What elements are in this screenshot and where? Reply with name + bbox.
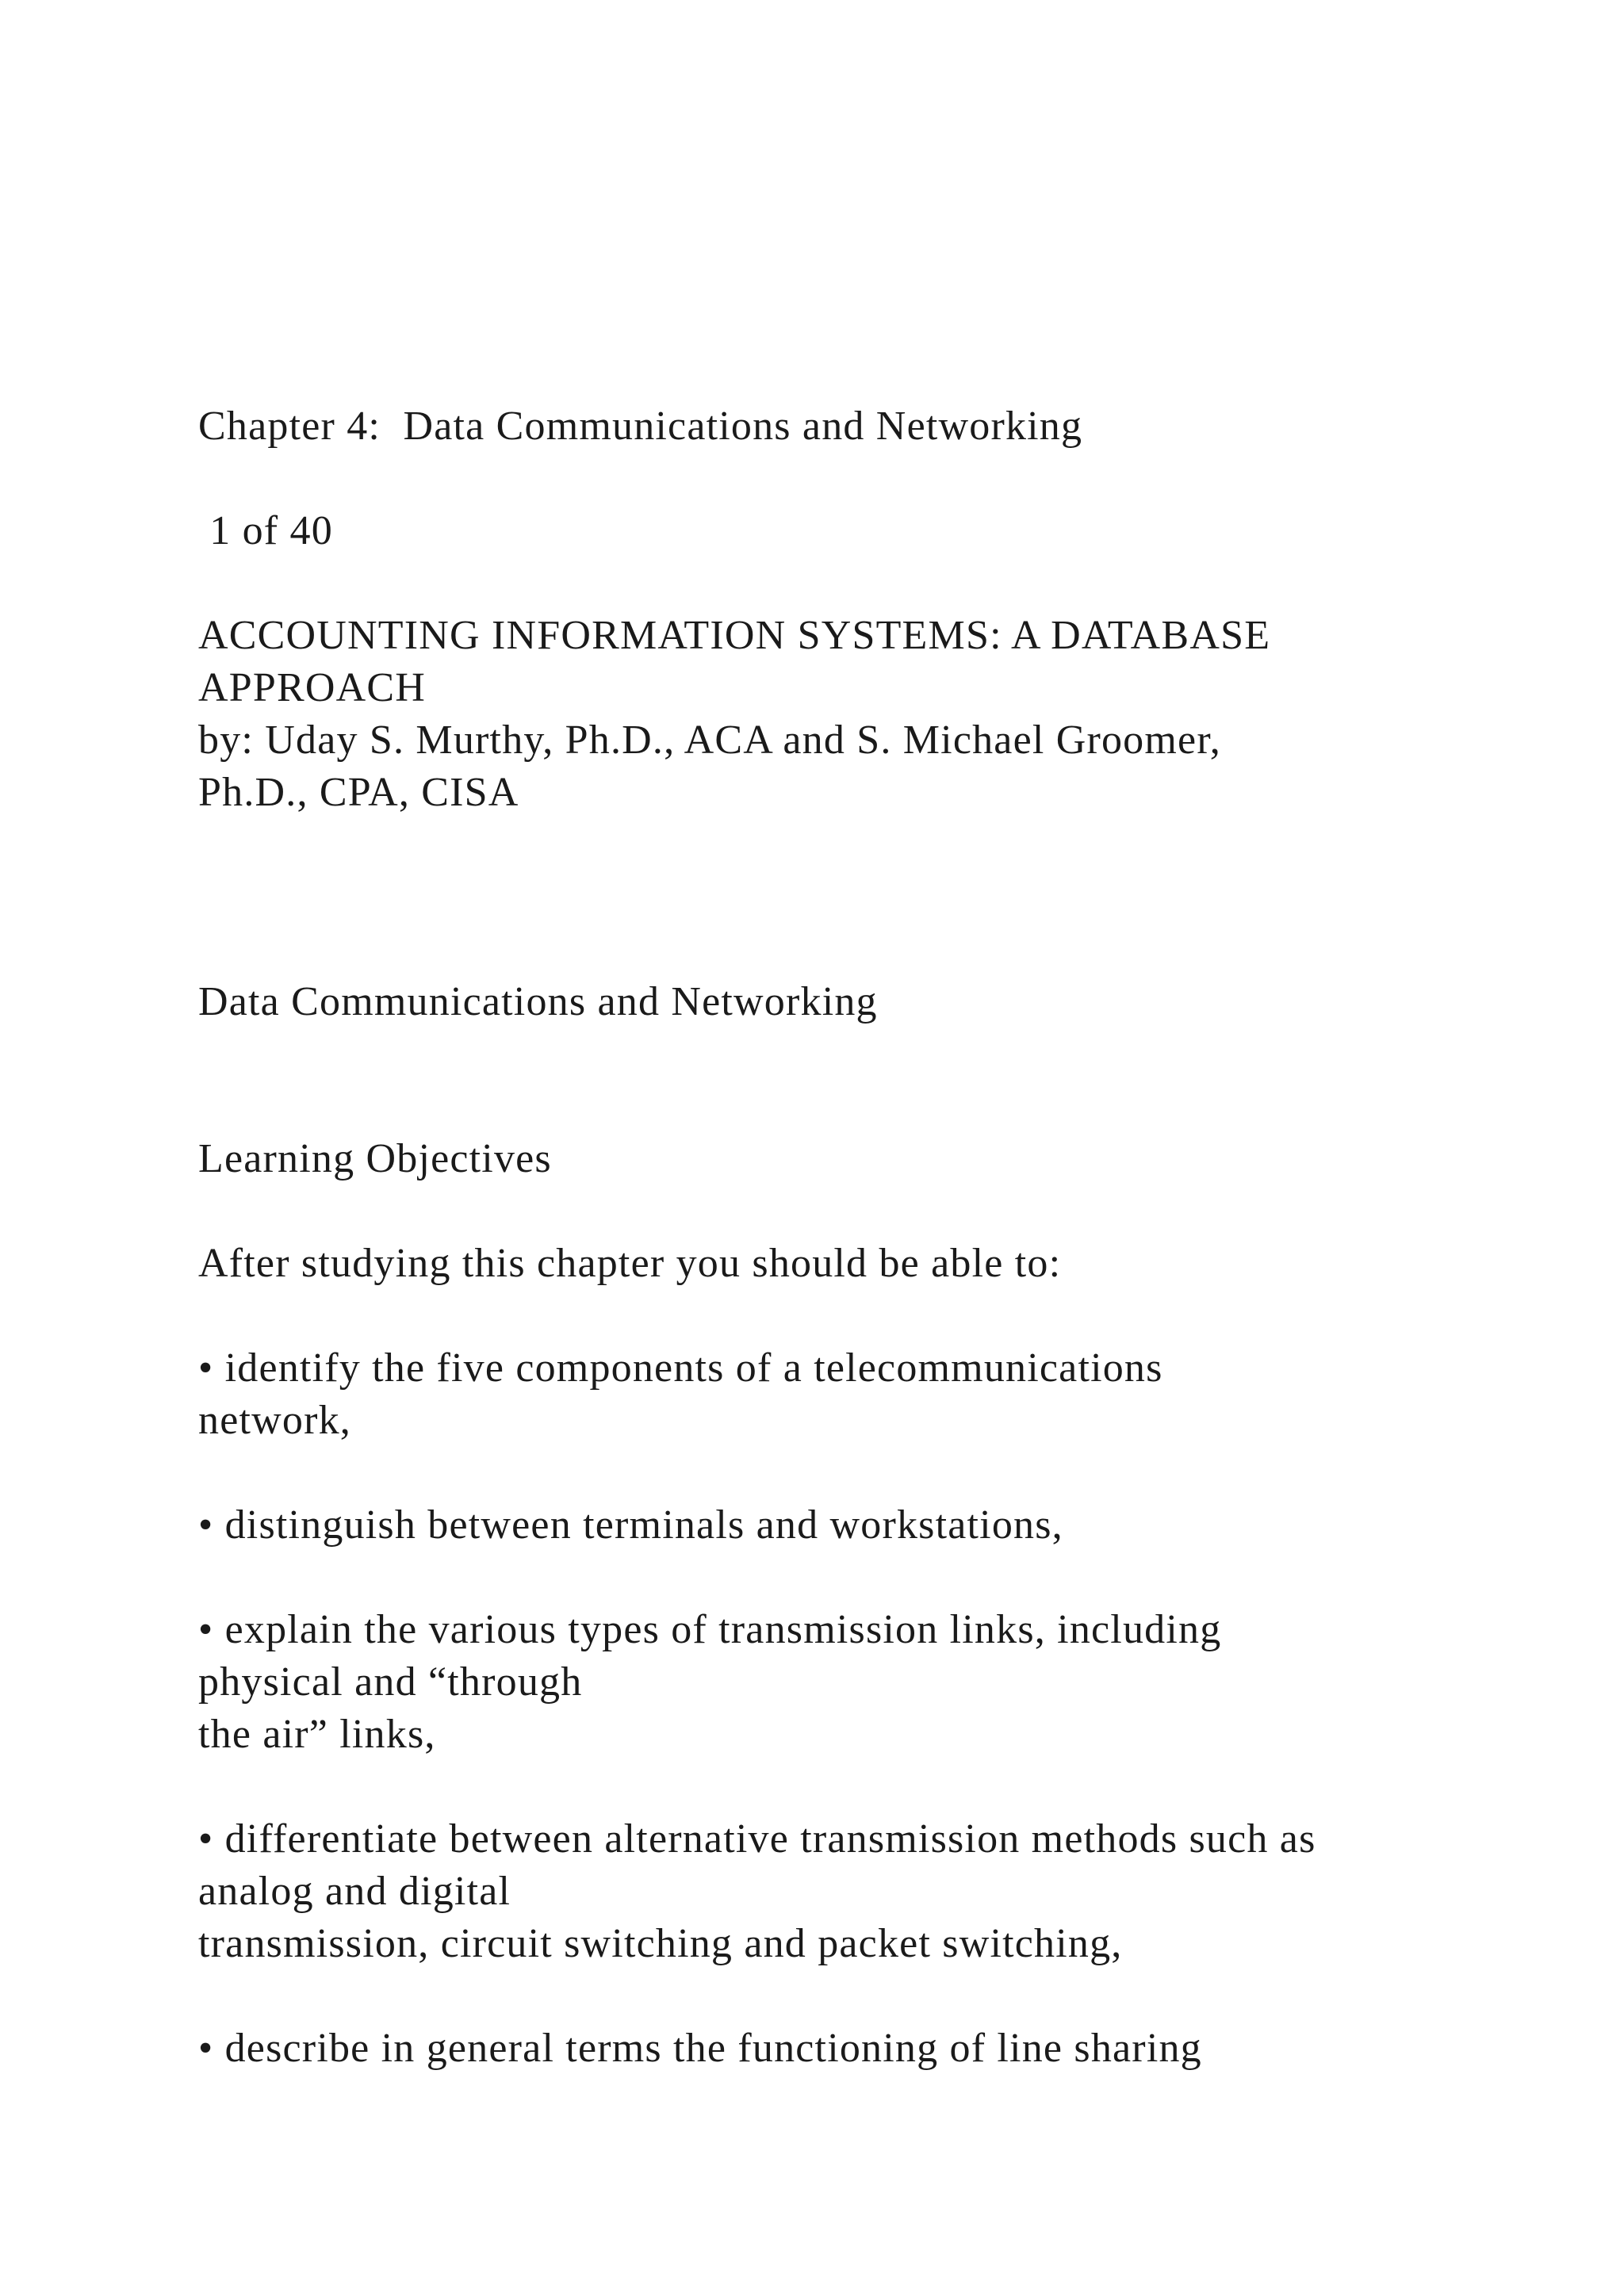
book-title-line-2: APPROACH <box>198 665 427 710</box>
objective-line: • identify the five components of a telecommunications <box>198 1345 1163 1391</box>
objective-item-4 <box>198 1813 1499 1970</box>
objective-line: • differentiate between alternative transmission methods such as <box>198 1816 1316 1862</box>
objective-line: the air” links, <box>198 1712 436 1757</box>
objective-line: • distinguish between terminals and workstations, <box>198 1502 1063 1548</box>
objective-item-2 <box>198 1499 1499 1552</box>
objective-line: • describe in general terms the functioning of line sharing <box>198 2026 1202 2071</box>
objectives-intro: After studying this chapter you should be able to: <box>198 1241 1062 1286</box>
objective-line: transmission, circuit switching and packet switching, <box>198 1921 1123 1966</box>
objective-line: analog and digital <box>198 1869 511 1914</box>
objective-line: physical and “through <box>198 1659 583 1705</box>
objective-item-3 <box>198 1604 1499 1761</box>
book-title-line-1: ACCOUNTING INFORMATION SYSTEMS: A DATABASE <box>198 613 1271 658</box>
objective-line: • explain the various types of transmission links, including <box>198 1607 1222 1652</box>
document-body <box>198 400 1499 2075</box>
objective-line: network, <box>198 1398 351 1443</box>
objective-item-1 <box>198 1342 1499 1447</box>
section-title: Data Communications and Networking <box>198 979 878 1024</box>
authors-line-1: by: Uday S. Murthy, Ph.D., ACA and S. Michael Groomer, <box>198 718 1221 763</box>
objectives-heading: Learning Objectives <box>198 1136 552 1181</box>
slide-counter: 1 of 40 <box>198 508 333 553</box>
objective-item-5 <box>198 2022 1499 2075</box>
chapter-heading: Chapter 4: Data Communications and Networking <box>198 404 1083 449</box>
authors-line-2: Ph.D., CPA, CISA <box>198 770 519 815</box>
